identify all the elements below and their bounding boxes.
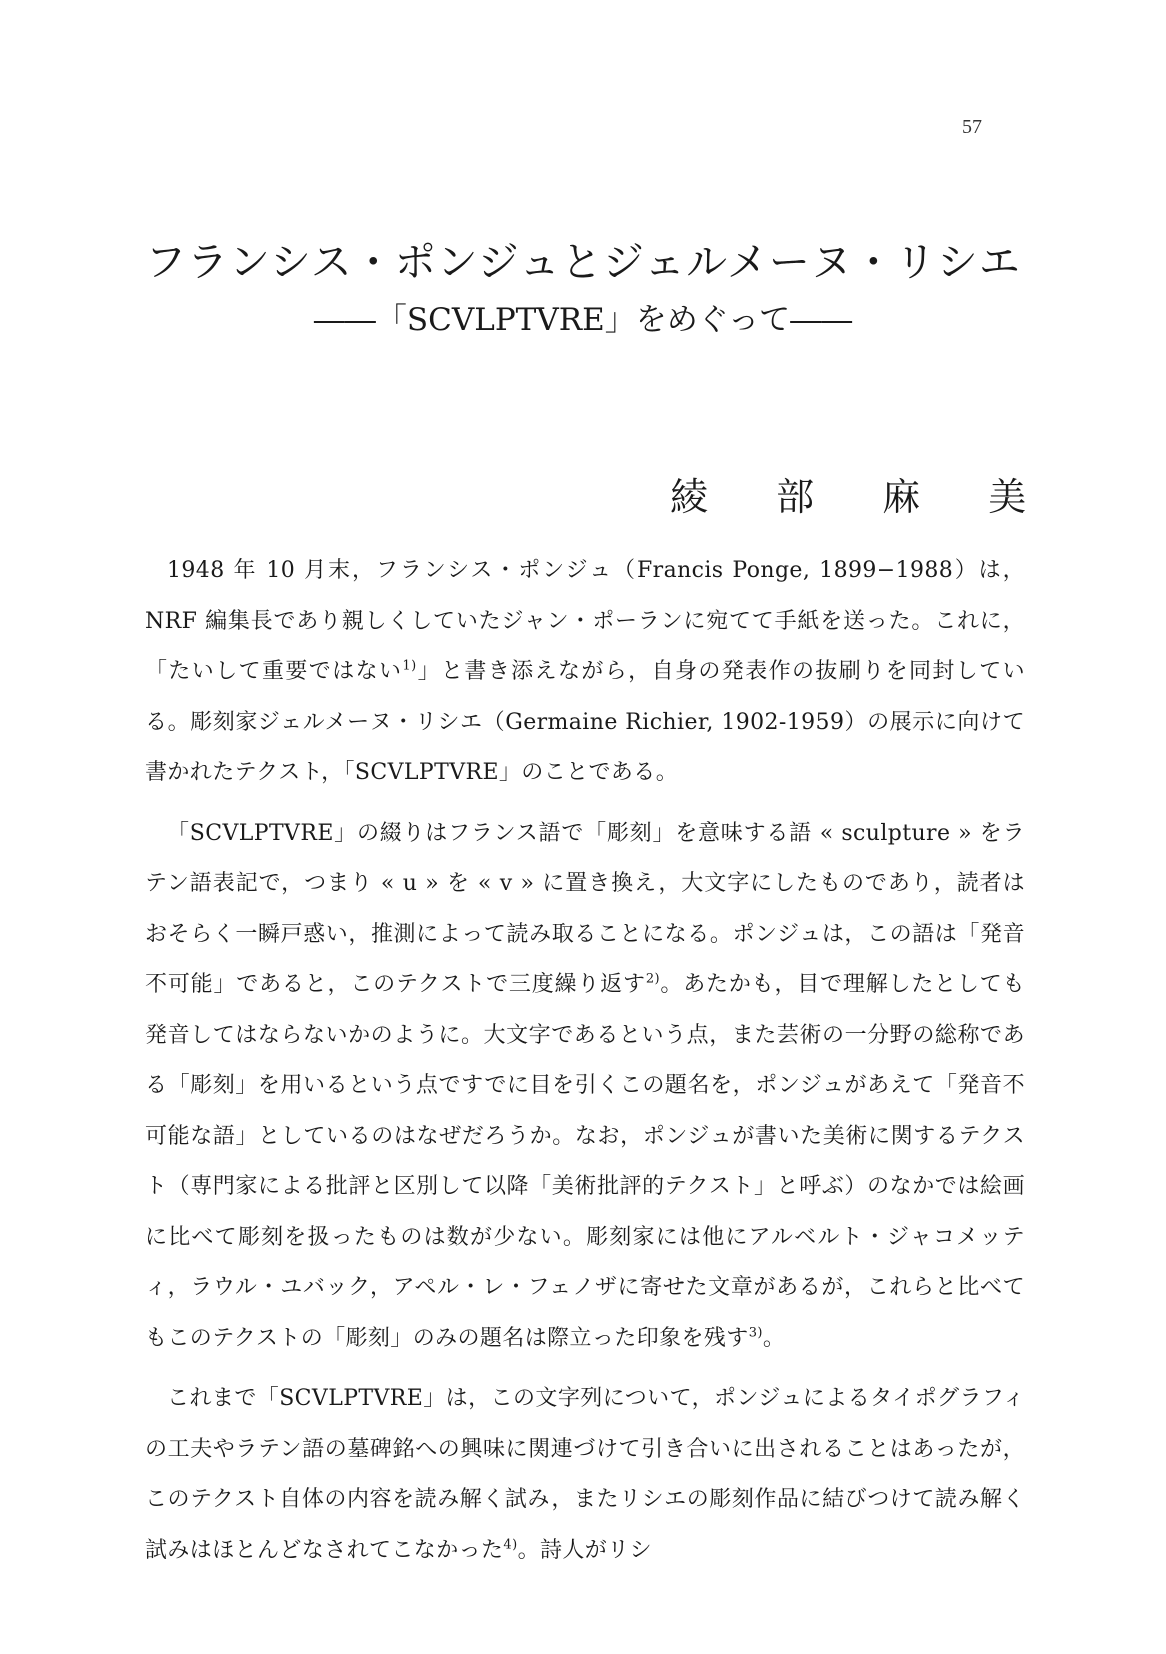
paragraph-text: これまで「SCVLPTVRE」は，この文字列について，ポンジュによるタイポグラフィの工夫やラテン語の墓碑銘への興味に関連づけて引き合いに出されることはあったが，このテクスト自体の内容を読み解く試み，またリシエの彫刻作品に結びつけて読み解く試みはほとんどなされてこなかった (145, 1386, 1025, 1563)
paragraph-text: 「SCVLPTVRE」の綴りはフランス語で「彫刻」を意味する語 « sculpture » をラテン語表記で，つまり « u » を « v » に置き換え，大文字にしたものであり，読者はおそらく一瞬戸惑い，推測によって読み取ることになる。ポンジュは，この語は「発音不可能」であると，このテクストで三度繰り返す (145, 820, 1025, 997)
footnote-marker: 2) (645, 971, 660, 987)
footnote-marker: 3) (748, 1325, 763, 1341)
paragraph-text: 」と書き添えながら，自身の発表作の抜刷りを同封している。彫刻家ジェルメーヌ・リシエ（Germaine Richier, 1902-1959）の展示に向けて書かれたテクスト，「SCVLPTVRE」のことである。 (145, 659, 1025, 785)
author-name: 綾 部 麻 美 (670, 475, 1055, 519)
footnote-marker: 4) (503, 1537, 518, 1553)
article-subtitle: ――「SCVLPTVRE」をめぐって―― (313, 302, 853, 338)
paragraph-text: 。あたかも，目で理解したとしても発音してはならないかのように。大文字であるという点，また芸術の一分野の総称である「彫刻」を用いるという点ですでに目を引くこの題名を，ポンジュがあえて「発音不可能な語」としているのはなぜだろうか。なお，ポンジュが書いた美術に関するテクスト（専門家による批評と区別して以降「美術批評的テクスト」と呼ぶ）のなかでは絵画に比べて彫刻を扱ったものは数が少ない。彫刻家には他にアルベルト・ジャコメッティ，ラウル・ユバック，アペル・レ・フェノザに寄せた文章があるが，これらと比べてもこのテクストの「彫刻」のみの題名は際立った印象を残す (145, 972, 1025, 1351)
paragraph-text: 1948 年 10 月末，フランシス・ポンジュ（Francis Ponge, 1899−1988）は，NRF 編集長であり親しくしていたジャン・ポーランに宛てて手紙を送った。これに，「たいして重要ではない (145, 558, 1025, 684)
paragraph (145, 809, 1025, 1365)
paragraph (145, 1374, 1025, 1576)
page-number: 57 (962, 116, 982, 138)
paragraph-text: 。 (762, 1325, 786, 1351)
article-title: フランシス・ポンジュとジェルメーヌ・リシエ (145, 238, 1021, 286)
footnote-marker: 1) (402, 658, 417, 674)
paragraph (145, 546, 1025, 799)
paragraph-text: 。詩人がリシ (517, 1537, 652, 1563)
article-body (145, 546, 1025, 1606)
